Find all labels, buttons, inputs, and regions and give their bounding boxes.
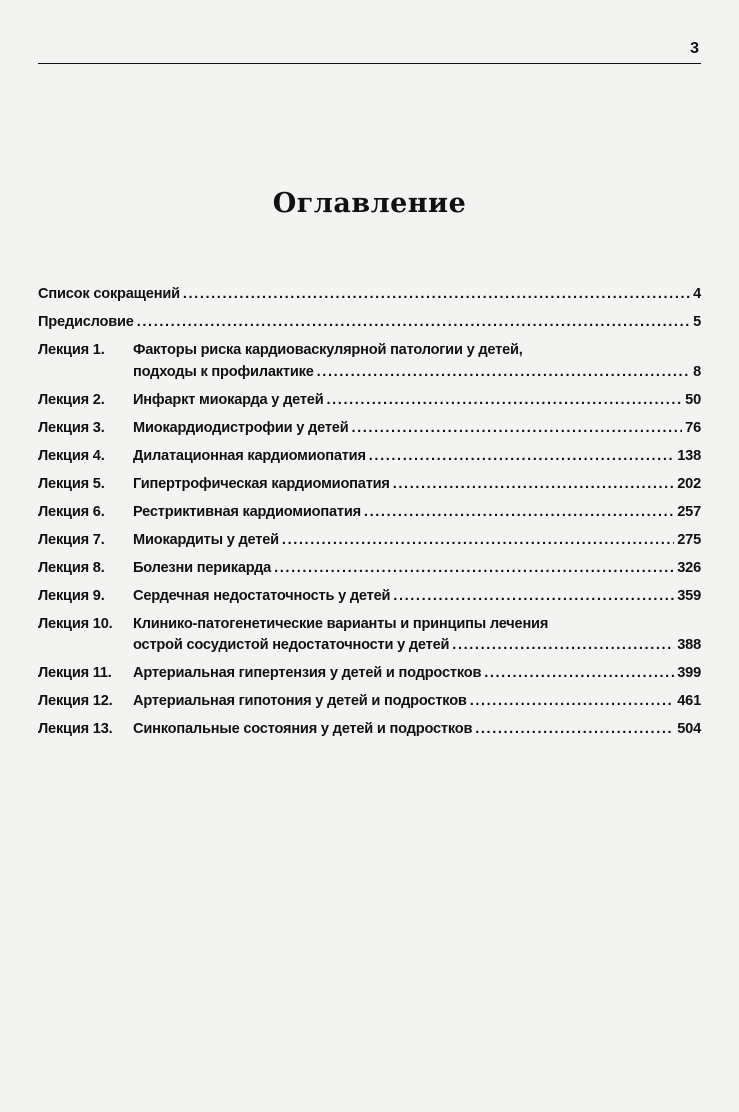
entry-title: Артериальная гипотония у детей и подростков	[133, 693, 467, 709]
toc-line	[38, 474, 701, 496]
entry-title: острой сосудистой недостаточности у детей	[133, 637, 450, 653]
lecture-label: Лекция 3.	[38, 419, 105, 436]
page-ref: 388	[677, 637, 701, 653]
page-ref: 504	[677, 721, 701, 737]
dot-leader	[470, 691, 675, 713]
toc-line	[38, 719, 701, 741]
dot-leader	[351, 418, 682, 440]
dot-leader	[327, 390, 683, 412]
dot-leader	[369, 446, 674, 468]
lecture-label: Лекция 12.	[38, 693, 113, 709]
dot-leader	[137, 312, 690, 334]
toc-line	[38, 418, 701, 440]
page-ref: 4	[693, 286, 701, 302]
toc-entry[interactable]	[38, 614, 701, 657]
dot-leader	[183, 284, 690, 306]
lecture-label: Лекция 7.	[38, 531, 105, 548]
toc-line	[38, 284, 701, 306]
toc-line	[38, 446, 701, 468]
toc-line	[38, 340, 701, 362]
lecture-label: Лекция 11.	[38, 665, 112, 681]
page-ref: 76	[685, 419, 701, 436]
page-ref: 50	[685, 391, 701, 408]
toc-line	[38, 691, 701, 713]
entry-title: Факторы риска кардиоваскулярной патологии у детей,	[133, 342, 523, 358]
entry-title: Дилатационная кардиомиопатия	[133, 447, 366, 464]
page-title: Оглавление	[272, 188, 467, 219]
toc-entry[interactable]	[38, 663, 701, 685]
toc-entry[interactable]	[38, 340, 701, 383]
toc-line	[38, 614, 701, 636]
toc-entry[interactable]	[38, 284, 701, 306]
entry-title: Артериальная гипертензия у детей и подростков	[133, 665, 482, 681]
toc-entry[interactable]	[38, 530, 701, 552]
page-number: 3	[690, 40, 699, 57]
toc-entry[interactable]	[38, 719, 701, 741]
lecture-label: Лекция 6.	[38, 503, 105, 520]
entry-title: Предисловие	[38, 314, 134, 330]
lecture-label: Лекция 13.	[38, 721, 113, 737]
lecture-label: Лекция 1.	[38, 342, 105, 358]
lecture-label: Лекция 4.	[38, 447, 105, 464]
lecture-label: Лекция 2.	[38, 391, 105, 408]
page-ref: 359	[677, 587, 701, 604]
lecture-label: Лекция 10.	[38, 615, 113, 632]
toc-entry[interactable]	[38, 446, 701, 468]
entry-title: Гипертрофическая кардиомиопатия	[133, 475, 390, 492]
dot-leader	[484, 663, 674, 685]
dot-leader	[274, 558, 674, 580]
entry-title: Болезни перикарда	[133, 559, 272, 576]
entry-title: Рестриктивная кардиомиопатия	[133, 503, 361, 520]
toc-line	[38, 558, 701, 580]
dot-leader	[393, 474, 675, 496]
entry-title: Клинико-патогенетические варианты и принципы лечения	[133, 615, 549, 632]
dot-leader	[475, 719, 674, 741]
entry-title: Сердечная недостаточность у детей	[133, 587, 391, 604]
page-ref: 202	[677, 475, 701, 492]
toc-entry[interactable]	[38, 390, 701, 412]
lecture-label: Лекция 5.	[38, 475, 105, 492]
entry-title: Миокардиодистрофии у детей	[133, 419, 349, 436]
dot-leader	[364, 502, 674, 524]
entry-title: Синкопальные состояния у детей и подростков	[133, 721, 473, 737]
toc-entry[interactable]	[38, 502, 701, 524]
toc-line	[38, 635, 701, 657]
entry-title: подходы к профилактике	[133, 363, 314, 380]
dot-leader	[317, 362, 690, 384]
page-ref: 257	[677, 503, 701, 520]
entry-title: Миокардиты у детей	[133, 531, 279, 548]
page-ref: 326	[677, 559, 701, 576]
page-ref: 5	[693, 314, 701, 330]
toc-line	[38, 586, 701, 608]
toc-entry[interactable]	[38, 474, 701, 496]
page-ref: 138	[677, 447, 701, 464]
toc-entry[interactable]	[38, 312, 701, 334]
lecture-label: Лекция 9.	[38, 587, 105, 604]
toc-line	[38, 362, 701, 384]
page-ref: 8	[693, 363, 701, 380]
toc-entry[interactable]	[38, 418, 701, 440]
dot-leader	[393, 586, 674, 608]
toc-line	[38, 390, 701, 412]
page-ref: 399	[677, 665, 701, 681]
toc-entry[interactable]	[38, 691, 701, 713]
lecture-label: Лекция 8.	[38, 559, 105, 576]
dot-leader	[282, 530, 674, 552]
page-ref: 461	[677, 693, 701, 709]
toc-line	[38, 312, 701, 334]
table-of-contents	[38, 284, 701, 747]
entry-title: Список сокращений	[38, 286, 180, 302]
dot-leader	[452, 635, 674, 657]
toc-line	[38, 530, 701, 552]
page-ref: 275	[677, 531, 701, 548]
toc-entry[interactable]	[38, 558, 701, 580]
header-rule	[38, 63, 701, 64]
toc-entry[interactable]	[38, 586, 701, 608]
toc-line	[38, 502, 701, 524]
entry-title: Инфаркт миокарда у детей	[133, 391, 324, 408]
toc-line	[38, 663, 701, 685]
